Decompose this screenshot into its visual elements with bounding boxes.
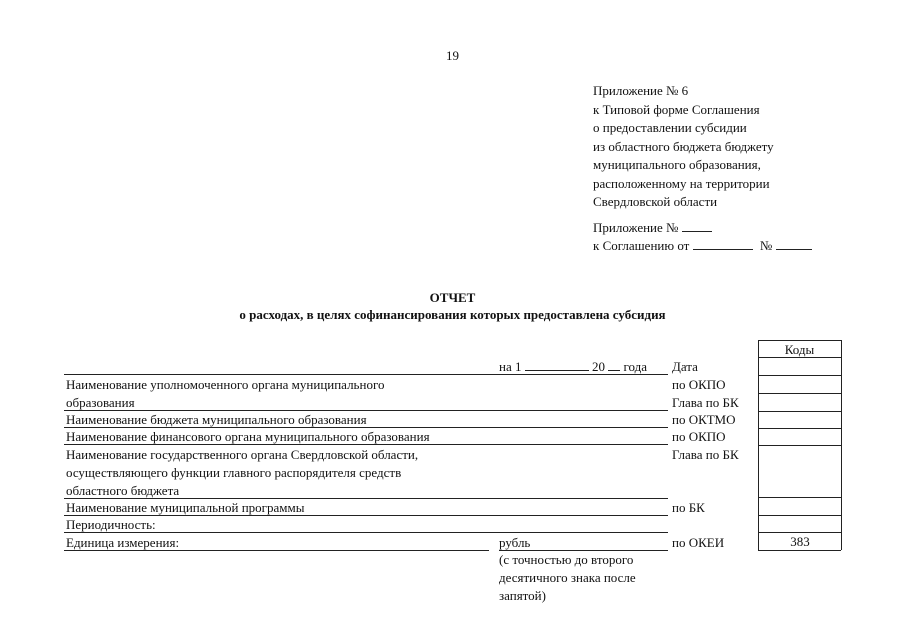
authorized-body-bk-label: Глава по БК	[672, 395, 739, 410]
appendix-number-blank[interactable]	[682, 219, 712, 232]
date-year-prefix: 20	[591, 359, 605, 374]
unit-okei-code: 383	[790, 534, 810, 549]
codes-divider	[758, 532, 841, 533]
codes-bottom-border	[758, 550, 841, 551]
date-year-suffix: года	[623, 359, 648, 374]
unit-label-underline	[64, 550, 489, 551]
unit-note-line-2: десятичного знака после	[499, 570, 636, 585]
unit-note-line-1: (с точностью до второго	[499, 552, 634, 567]
codes-divider	[758, 428, 841, 429]
date-row-value	[499, 358, 647, 375]
appendix-line: расположенному на территории	[593, 175, 770, 191]
state-body-name-line-1: Наименование государственного органа Свердловской области,	[66, 447, 419, 462]
authorized-body-okpo-label: по ОКПО	[672, 377, 726, 392]
authorized-body-name-line-1: Наименование уполномоченного органа муниципального	[66, 377, 385, 392]
appendix-line: к Типовой форме Соглашения	[593, 101, 760, 117]
date-year-blank[interactable]	[608, 358, 620, 371]
codes-divider	[758, 357, 841, 358]
budget-name: Наименование бюджета муниципального образования	[66, 412, 367, 427]
agreement-date-label: к Соглашению от	[593, 238, 690, 253]
financial-body-name: Наименование финансового органа муниципального образования	[66, 429, 430, 444]
state-body-name-line-2: осуществляющего функции главного распорядителя средств	[66, 465, 402, 480]
periodicity-underline	[64, 532, 668, 533]
state-body-bk-label: Глава по БК	[672, 447, 739, 462]
codes-header: Коды	[784, 342, 815, 357]
agreement-block	[593, 219, 812, 255]
report-title: ОТЧЕТ	[429, 290, 476, 305]
agreement-date-blank[interactable]	[693, 237, 753, 250]
appendix-line: Свердловской области	[593, 194, 718, 209]
unit-value: рубль	[499, 535, 531, 550]
date-code-label: Дата	[672, 359, 698, 374]
appendix-line: муниципального образования,	[593, 157, 761, 172]
budget-oktmo-label: по ОКТМО	[672, 412, 736, 427]
codes-right-border	[841, 340, 842, 550]
financial-body-underline	[64, 444, 668, 445]
appendix-line: о предоставлении субсидии	[593, 120, 747, 135]
state-body-name-line-3: областного бюджета	[66, 483, 180, 498]
authorized-body-name-line-2: образования	[66, 395, 135, 410]
periodicity-label: Периодичность:	[66, 517, 156, 532]
codes-divider	[758, 445, 841, 446]
agreement-date-line	[593, 237, 812, 255]
codes-divider	[758, 497, 841, 498]
financial-body-okpo-label: по ОКПО	[672, 429, 726, 444]
date-day-month-blank[interactable]	[525, 358, 589, 371]
date-value-underline	[499, 374, 668, 375]
agreement-number-sign: №	[759, 238, 773, 253]
unit-okei-label: по ОКЕИ	[672, 535, 725, 550]
appendix-line: Приложение № 6	[593, 83, 689, 98]
program-name: Наименование муниципальной программы	[66, 500, 305, 515]
unit-note-line-3: запятой)	[499, 588, 546, 603]
date-prefix: на 1	[499, 359, 522, 374]
page-number: 19	[446, 48, 459, 63]
codes-divider	[758, 515, 841, 516]
appendix-line: из областного бюджета бюджету	[593, 138, 774, 154]
codes-divider	[758, 393, 841, 394]
codes-divider	[758, 375, 841, 376]
codes-divider	[758, 411, 841, 412]
agreement-number-blank[interactable]	[776, 237, 812, 250]
agreement-appendix-line	[593, 219, 812, 237]
program-bk-label: по БК	[672, 500, 705, 515]
report-subtitle: о расходах, в целях софинансирования которых предоставлена субсидия	[239, 307, 666, 322]
unit-label: Единица измерения:	[66, 535, 180, 550]
appendix-block	[593, 82, 774, 212]
agreement-appendix-label: Приложение №	[593, 220, 679, 235]
date-row-underline	[64, 374, 499, 375]
